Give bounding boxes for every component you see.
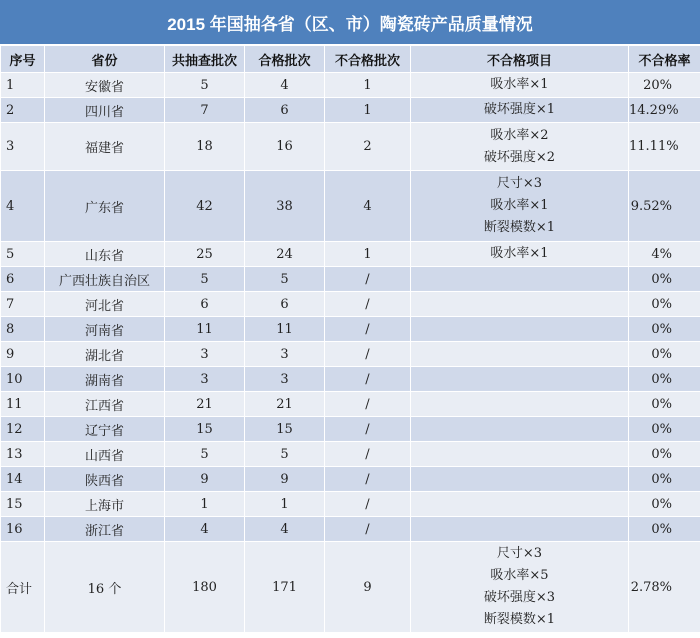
sampled-cell: 6 bbox=[165, 292, 245, 317]
item-entry: 吸水率×1 bbox=[490, 77, 549, 92]
failed-cell: / bbox=[325, 442, 411, 467]
table-row bbox=[1, 467, 700, 492]
passed-cell: 4 bbox=[245, 73, 325, 98]
seq-cell: 14 bbox=[1, 467, 45, 492]
rate-cell: 4% bbox=[629, 242, 700, 267]
sampled-cell: 5 bbox=[165, 267, 245, 292]
header-items: 不合格项目 bbox=[411, 46, 629, 73]
items-cell bbox=[411, 342, 629, 367]
seq-cell: 9 bbox=[1, 342, 45, 367]
sampled-cell: 11 bbox=[165, 317, 245, 342]
sampled-cell: 15 bbox=[165, 417, 245, 442]
passed-cell: 3 bbox=[245, 367, 325, 392]
sampled-cell: 1 bbox=[165, 492, 245, 517]
rate-cell: 11.11% bbox=[629, 123, 700, 171]
failed-cell: / bbox=[325, 467, 411, 492]
rate-cell: 0% bbox=[629, 467, 700, 492]
passed-cell: 16 bbox=[245, 123, 325, 171]
province-cell: 广东省 bbox=[45, 171, 165, 242]
failed-cell: 1 bbox=[325, 98, 411, 123]
passed-cell: 3 bbox=[245, 342, 325, 367]
items-cell bbox=[411, 367, 629, 392]
province-cell: 浙江省 bbox=[45, 517, 165, 542]
failed-cell: / bbox=[325, 342, 411, 367]
failed-cell: 9 bbox=[325, 542, 411, 633]
failed-cell: / bbox=[325, 292, 411, 317]
sampled-cell: 21 bbox=[165, 392, 245, 417]
province-cell: 广西壮族自治区 bbox=[45, 267, 165, 292]
rate-cell: 14.29% bbox=[629, 98, 700, 123]
failed-cell: / bbox=[325, 517, 411, 542]
table-row bbox=[1, 242, 700, 267]
seq-cell: 2 bbox=[1, 98, 45, 123]
seq-cell: 5 bbox=[1, 242, 45, 267]
seq-cell: 合计 bbox=[1, 542, 45, 633]
seq-cell: 10 bbox=[1, 367, 45, 392]
sampled-cell: 42 bbox=[165, 171, 245, 242]
sampled-cell: 4 bbox=[165, 517, 245, 542]
item-entry: 尺寸×3 bbox=[496, 546, 543, 561]
province-cell: 安徽省 bbox=[45, 73, 165, 98]
province-cell: 辽宁省 bbox=[45, 417, 165, 442]
sampled-cell: 7 bbox=[165, 98, 245, 123]
table-row bbox=[1, 123, 700, 171]
sampled-cell: 5 bbox=[165, 442, 245, 467]
failed-cell: / bbox=[325, 392, 411, 417]
sampled-cell: 25 bbox=[165, 242, 245, 267]
rate-cell: 0% bbox=[629, 417, 700, 442]
items-cell bbox=[411, 171, 629, 242]
table-row bbox=[1, 317, 700, 342]
passed-cell: 11 bbox=[245, 317, 325, 342]
table-row bbox=[1, 73, 700, 98]
table-row bbox=[1, 392, 700, 417]
failed-cell: 2 bbox=[325, 123, 411, 171]
seq-cell: 1 bbox=[1, 73, 45, 98]
items-cell bbox=[411, 123, 629, 171]
rate-cell: 2.78% bbox=[629, 542, 700, 633]
seq-cell: 3 bbox=[1, 123, 45, 171]
rate-cell: 0% bbox=[629, 492, 700, 517]
table-body bbox=[1, 73, 700, 633]
seq-cell: 13 bbox=[1, 442, 45, 467]
table-row bbox=[1, 98, 700, 123]
failed-cell: / bbox=[325, 492, 411, 517]
seq-cell: 15 bbox=[1, 492, 45, 517]
items-cell bbox=[411, 267, 629, 292]
passed-cell: 5 bbox=[245, 442, 325, 467]
items-cell bbox=[411, 73, 629, 98]
passed-cell: 15 bbox=[245, 417, 325, 442]
passed-cell: 5 bbox=[245, 267, 325, 292]
seq-cell: 12 bbox=[1, 417, 45, 442]
item-entry: 吸水率×5 bbox=[490, 568, 549, 583]
rate-cell: 0% bbox=[629, 367, 700, 392]
rate-cell: 9.52% bbox=[629, 171, 700, 242]
header-sampled: 共抽查批次 bbox=[165, 46, 245, 73]
province-cell: 16 个 bbox=[45, 542, 165, 633]
province-cell: 上海市 bbox=[45, 492, 165, 517]
province-cell: 四川省 bbox=[45, 98, 165, 123]
items-cell bbox=[411, 417, 629, 442]
sampled-cell: 3 bbox=[165, 342, 245, 367]
items-cell bbox=[411, 467, 629, 492]
province-cell: 陕西省 bbox=[45, 467, 165, 492]
sampled-cell: 180 bbox=[165, 542, 245, 633]
province-cell: 山西省 bbox=[45, 442, 165, 467]
table-row bbox=[1, 292, 700, 317]
passed-cell: 9 bbox=[245, 467, 325, 492]
rate-cell: 0% bbox=[629, 267, 700, 292]
sampled-cell: 18 bbox=[165, 123, 245, 171]
passed-cell: 1 bbox=[245, 492, 325, 517]
sampled-cell: 3 bbox=[165, 367, 245, 392]
province-cell: 山东省 bbox=[45, 242, 165, 267]
seq-cell: 11 bbox=[1, 392, 45, 417]
passed-cell: 6 bbox=[245, 292, 325, 317]
table-row bbox=[1, 517, 700, 542]
rate-cell: 0% bbox=[629, 317, 700, 342]
header-rate: 不合格率 bbox=[629, 46, 700, 73]
item-entry: 尺寸×3 bbox=[496, 176, 543, 191]
items-cell bbox=[411, 317, 629, 342]
province-cell: 福建省 bbox=[45, 123, 165, 171]
seq-cell: 8 bbox=[1, 317, 45, 342]
item-entry: 破坏强度×1 bbox=[483, 102, 556, 117]
province-cell: 湖北省 bbox=[45, 342, 165, 367]
seq-cell: 7 bbox=[1, 292, 45, 317]
rate-cell: 0% bbox=[629, 392, 700, 417]
failed-cell: / bbox=[325, 317, 411, 342]
failed-cell: 4 bbox=[325, 171, 411, 242]
failed-cell: 1 bbox=[325, 242, 411, 267]
quality-table bbox=[0, 45, 700, 633]
item-entry: 吸水率×2 bbox=[490, 127, 549, 143]
item-entry: 破坏强度×2 bbox=[483, 149, 556, 165]
passed-cell: 21 bbox=[245, 392, 325, 417]
item-entry: 断裂模数×1 bbox=[483, 612, 556, 627]
items-cell bbox=[411, 542, 629, 633]
rate-cell: 0% bbox=[629, 342, 700, 367]
sampled-cell: 9 bbox=[165, 467, 245, 492]
table-row bbox=[1, 267, 700, 292]
table-row bbox=[1, 342, 700, 367]
header-passed: 合格批次 bbox=[245, 46, 325, 73]
failed-cell: / bbox=[325, 267, 411, 292]
table-title: 2015 年国抽各省（区、市）陶瓷砖产品质量情况 bbox=[0, 0, 700, 45]
failed-cell: / bbox=[325, 367, 411, 392]
items-cell bbox=[411, 98, 629, 123]
province-cell: 河南省 bbox=[45, 317, 165, 342]
rate-cell: 0% bbox=[629, 292, 700, 317]
failed-cell: / bbox=[325, 417, 411, 442]
rate-cell: 0% bbox=[629, 517, 700, 542]
header-failed: 不合格批次 bbox=[325, 46, 411, 73]
table-row bbox=[1, 442, 700, 467]
sampled-cell: 5 bbox=[165, 73, 245, 98]
seq-cell: 16 bbox=[1, 517, 45, 542]
passed-cell: 6 bbox=[245, 98, 325, 123]
province-cell: 湖南省 bbox=[45, 367, 165, 392]
rate-cell: 20% bbox=[629, 73, 700, 98]
items-cell bbox=[411, 492, 629, 517]
item-entry: 吸水率×1 bbox=[490, 246, 549, 261]
province-cell: 河北省 bbox=[45, 292, 165, 317]
header-province: 省份 bbox=[45, 46, 165, 73]
province-cell: 江西省 bbox=[45, 392, 165, 417]
passed-cell: 24 bbox=[245, 242, 325, 267]
passed-cell: 171 bbox=[245, 542, 325, 633]
rate-cell: 0% bbox=[629, 442, 700, 467]
failed-cell: 1 bbox=[325, 73, 411, 98]
passed-cell: 4 bbox=[245, 517, 325, 542]
items-cell bbox=[411, 392, 629, 417]
table-row bbox=[1, 492, 700, 517]
header-row bbox=[1, 46, 700, 73]
passed-cell: 38 bbox=[245, 171, 325, 242]
items-cell bbox=[411, 442, 629, 467]
table-row bbox=[1, 367, 700, 392]
table-row bbox=[1, 171, 700, 242]
header-seq: 序号 bbox=[1, 46, 45, 73]
item-entry: 破坏强度×3 bbox=[483, 590, 556, 605]
item-entry: 吸水率×1 bbox=[490, 198, 549, 213]
items-cell bbox=[411, 517, 629, 542]
seq-cell: 4 bbox=[1, 171, 45, 242]
table-row bbox=[1, 417, 700, 442]
total-row bbox=[1, 542, 700, 633]
seq-cell: 6 bbox=[1, 267, 45, 292]
item-entry: 断裂模数×1 bbox=[483, 220, 556, 235]
items-cell bbox=[411, 292, 629, 317]
items-cell bbox=[411, 242, 629, 267]
